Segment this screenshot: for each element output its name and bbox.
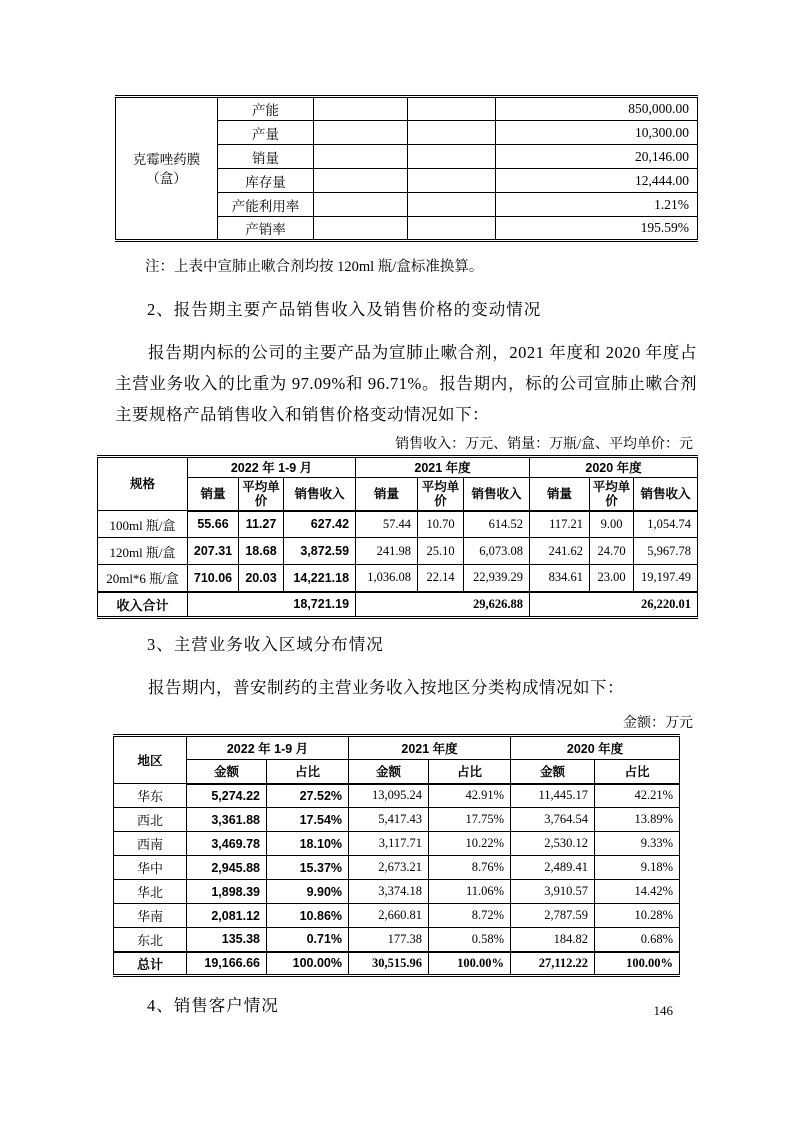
amount-header: 金额 bbox=[349, 760, 429, 784]
section-3-paragraph: 报告期内，普安制药的主营业务收入按地区分类构成情况如下： bbox=[148, 678, 624, 697]
empty-cell bbox=[408, 193, 496, 217]
cell: 25.10 bbox=[418, 538, 464, 565]
region-column-header: 地区 bbox=[114, 736, 187, 784]
spec-column-header: 规格 bbox=[98, 457, 188, 511]
cell: 42.21% bbox=[595, 784, 680, 808]
cell: 10.28% bbox=[595, 904, 680, 928]
period-header-2021: 2021 年度 bbox=[356, 457, 530, 478]
total-row bbox=[114, 952, 680, 976]
cell: 11.06% bbox=[429, 880, 511, 904]
region-cell: 西南 bbox=[114, 832, 187, 856]
cell: 117.21 bbox=[530, 511, 590, 538]
revenue-header: 销售收入 bbox=[464, 478, 530, 511]
empty-cell bbox=[314, 97, 408, 121]
region-cell: 华北 bbox=[114, 880, 187, 904]
cell: 10.70 bbox=[418, 511, 464, 538]
metric-cell: 库存量 bbox=[218, 169, 314, 193]
cell: 22.14 bbox=[418, 565, 464, 592]
cell: 2,530.12 bbox=[511, 832, 595, 856]
total-cell: 100.00% bbox=[429, 952, 511, 976]
cell: 135.38 bbox=[187, 928, 267, 952]
cell: 15.37% bbox=[267, 856, 349, 880]
page-content bbox=[106, 0, 697, 1016]
empty-cell bbox=[314, 121, 408, 145]
cell: 24.70 bbox=[590, 538, 634, 565]
cell: 2,945.88 bbox=[187, 856, 267, 880]
cell: 2,660.81 bbox=[349, 904, 429, 928]
cell: 627.42 bbox=[284, 511, 356, 538]
table-footnote: 注：上表中宣肺止嗽合剂均按 120ml 瓶/盒标准换算。 bbox=[145, 259, 484, 275]
empty-cell bbox=[408, 145, 496, 169]
cell: 241.98 bbox=[356, 538, 418, 565]
avg-price-header: 平均单价 bbox=[418, 478, 464, 511]
avg-price-header: 平均单价 bbox=[239, 478, 284, 511]
value-cell: 195.59% bbox=[496, 217, 698, 241]
section-2-paragraph: 报告期内标的公司的主要产品为宣肺止嗽合剂，2021 年度和 2020 年度占主营业务收入的比重为 97.09%和 96.71%。报告期内，标的公司宣肺止嗽合剂主要规格产品销售收入和销售价格变动情况如下： bbox=[115, 343, 697, 424]
cell: 177.38 bbox=[349, 928, 429, 952]
region-cell: 华东 bbox=[114, 784, 187, 808]
cell: 11.27 bbox=[239, 511, 284, 538]
spec-cell: 120ml 瓶/盒 bbox=[98, 538, 188, 565]
metric-cell: 销量 bbox=[218, 145, 314, 169]
cell: 3,764.54 bbox=[511, 808, 595, 832]
volume-header: 销量 bbox=[356, 478, 418, 511]
spec-cell: 20ml*6 瓶/盒 bbox=[98, 565, 188, 592]
cell: 23.00 bbox=[590, 565, 634, 592]
cell: 17.75% bbox=[429, 808, 511, 832]
total-label: 总计 bbox=[114, 952, 187, 976]
period-header-2022: 2022 年 1-9 月 bbox=[188, 457, 356, 478]
empty-cell bbox=[408, 217, 496, 241]
cell: 13,095.24 bbox=[349, 784, 429, 808]
cell: 8.76% bbox=[429, 856, 511, 880]
cell: 14,221.18 bbox=[284, 565, 356, 592]
table-row bbox=[114, 808, 680, 832]
total-row bbox=[98, 592, 698, 618]
cell: 2,489.41 bbox=[511, 856, 595, 880]
page-number: 146 bbox=[653, 1003, 673, 1018]
share-header: 占比 bbox=[267, 760, 349, 784]
cell: 184.82 bbox=[511, 928, 595, 952]
table-row bbox=[98, 538, 698, 565]
volume-header: 销量 bbox=[188, 478, 239, 511]
total-cell: 100.00% bbox=[267, 952, 349, 976]
metric-cell: 产能 bbox=[218, 97, 314, 121]
table-row bbox=[114, 856, 680, 880]
value-cell: 20,146.00 bbox=[496, 145, 698, 169]
cell: 2,081.12 bbox=[187, 904, 267, 928]
period-header-2020: 2020 年度 bbox=[511, 736, 680, 760]
period-header-2020: 2020 年度 bbox=[530, 457, 698, 478]
cell: 9.33% bbox=[595, 832, 680, 856]
metric-cell: 产能利用率 bbox=[218, 193, 314, 217]
volume-header: 销量 bbox=[530, 478, 590, 511]
table-row bbox=[98, 511, 698, 538]
cell: 614.52 bbox=[464, 511, 530, 538]
sales-by-spec-table bbox=[97, 455, 698, 619]
period-header-2021: 2021 年度 bbox=[349, 736, 511, 760]
cell: 710.06 bbox=[188, 565, 239, 592]
total-cell: 29,626.88 bbox=[356, 592, 530, 618]
section-4-heading: 4、销售客户情况 bbox=[147, 996, 279, 1015]
amount-header: 金额 bbox=[511, 760, 595, 784]
cell: 11,445.17 bbox=[511, 784, 595, 808]
cell: 57.44 bbox=[356, 511, 418, 538]
total-label: 收入合计 bbox=[98, 592, 188, 618]
total-cell: 30,515.96 bbox=[349, 952, 429, 976]
cell: 0.68% bbox=[595, 928, 680, 952]
value-cell: 10,300.00 bbox=[496, 121, 698, 145]
cell: 1,036.08 bbox=[356, 565, 418, 592]
empty-cell bbox=[314, 193, 408, 217]
cell: 10.22% bbox=[429, 832, 511, 856]
cell: 14.42% bbox=[595, 880, 680, 904]
revenue-header: 销售收入 bbox=[284, 478, 356, 511]
cell: 5,417.43 bbox=[349, 808, 429, 832]
cell: 9.90% bbox=[267, 880, 349, 904]
cell: 13.89% bbox=[595, 808, 680, 832]
empty-cell bbox=[408, 169, 496, 193]
section-3-heading: 3、主营业务收入区域分布情况 bbox=[147, 635, 384, 654]
spec-cell: 100ml 瓶/盒 bbox=[98, 511, 188, 538]
table-row bbox=[98, 565, 698, 592]
cell: 17.54% bbox=[267, 808, 349, 832]
region-cell: 华南 bbox=[114, 904, 187, 928]
section-2-heading: 2、报告期主要产品销售收入及销售价格的变动情况 bbox=[147, 300, 542, 319]
total-cell: 26,220.01 bbox=[530, 592, 698, 618]
empty-cell bbox=[314, 217, 408, 241]
cell: 8.72% bbox=[429, 904, 511, 928]
empty-cell bbox=[408, 97, 496, 121]
empty-cell bbox=[314, 145, 408, 169]
period-header-row bbox=[114, 736, 680, 760]
cell: 27.52% bbox=[267, 784, 349, 808]
cell: 22,939.29 bbox=[464, 565, 530, 592]
cell: 18.68 bbox=[239, 538, 284, 565]
amount-header: 金额 bbox=[187, 760, 267, 784]
cell: 834.61 bbox=[530, 565, 590, 592]
revenue-by-region-table bbox=[113, 734, 680, 977]
table-row bbox=[116, 97, 698, 121]
value-cell: 12,444.00 bbox=[496, 169, 698, 193]
cell: 3,117.71 bbox=[349, 832, 429, 856]
cell: 3,469.78 bbox=[187, 832, 267, 856]
product-name-line1: 克霉唑药膜 bbox=[132, 151, 201, 167]
metric-cell: 产量 bbox=[218, 121, 314, 145]
total-cell: 19,166.66 bbox=[187, 952, 267, 976]
value-cell: 1.21% bbox=[496, 193, 698, 217]
table-row bbox=[114, 880, 680, 904]
region-cell: 西北 bbox=[114, 808, 187, 832]
sub-header-row bbox=[114, 760, 680, 784]
value-cell: 850,000.00 bbox=[496, 97, 698, 121]
share-header: 占比 bbox=[595, 760, 680, 784]
table-row bbox=[114, 784, 680, 808]
table-row bbox=[114, 928, 680, 952]
cell: 1,898.39 bbox=[187, 880, 267, 904]
cell: 207.31 bbox=[188, 538, 239, 565]
total-cell: 27,112.22 bbox=[511, 952, 595, 976]
product-name-cell bbox=[116, 97, 218, 241]
period-header-2022: 2022 年 1-9 月 bbox=[187, 736, 349, 760]
cell: 18.10% bbox=[267, 832, 349, 856]
sales-unit-note: 销售收入：万元、销量：万瓶/盒、平均单价：元 bbox=[395, 437, 693, 452]
cell: 55.66 bbox=[188, 511, 239, 538]
cell: 1,054.74 bbox=[634, 511, 698, 538]
cell: 9.00 bbox=[590, 511, 634, 538]
region-cell: 华中 bbox=[114, 856, 187, 880]
avg-price-header: 平均单价 bbox=[590, 478, 634, 511]
cell: 20.03 bbox=[239, 565, 284, 592]
period-header-row bbox=[98, 457, 698, 478]
cell: 5,274.22 bbox=[187, 784, 267, 808]
cell: 10.86% bbox=[267, 904, 349, 928]
product-name-line2: （盒） bbox=[146, 170, 187, 186]
share-header: 占比 bbox=[429, 760, 511, 784]
table-row bbox=[114, 832, 680, 856]
cell: 19,197.49 bbox=[634, 565, 698, 592]
total-cell: 100.00% bbox=[595, 952, 680, 976]
amount-unit-note: 金额：万元 bbox=[623, 716, 693, 731]
cell: 42.91% bbox=[429, 784, 511, 808]
cell: 0.58% bbox=[429, 928, 511, 952]
cell: 3,374.18 bbox=[349, 880, 429, 904]
cell: 0.71% bbox=[267, 928, 349, 952]
cell: 241.62 bbox=[530, 538, 590, 565]
cell: 2,787.59 bbox=[511, 904, 595, 928]
production-capacity-table bbox=[115, 95, 698, 242]
revenue-header: 销售收入 bbox=[634, 478, 698, 511]
cell: 9.18% bbox=[595, 856, 680, 880]
empty-cell bbox=[314, 169, 408, 193]
empty-cell bbox=[408, 121, 496, 145]
cell: 2,673.21 bbox=[349, 856, 429, 880]
total-cell: 18,721.19 bbox=[188, 592, 356, 618]
sub-header-row bbox=[98, 478, 698, 511]
cell: 3,910.57 bbox=[511, 880, 595, 904]
cell: 3,361.88 bbox=[187, 808, 267, 832]
table-row bbox=[114, 904, 680, 928]
cell: 3,872.59 bbox=[284, 538, 356, 565]
cell: 5,967.78 bbox=[634, 538, 698, 565]
cell: 6,073.08 bbox=[464, 538, 530, 565]
region-cell: 东北 bbox=[114, 928, 187, 952]
metric-cell: 产销率 bbox=[218, 217, 314, 241]
